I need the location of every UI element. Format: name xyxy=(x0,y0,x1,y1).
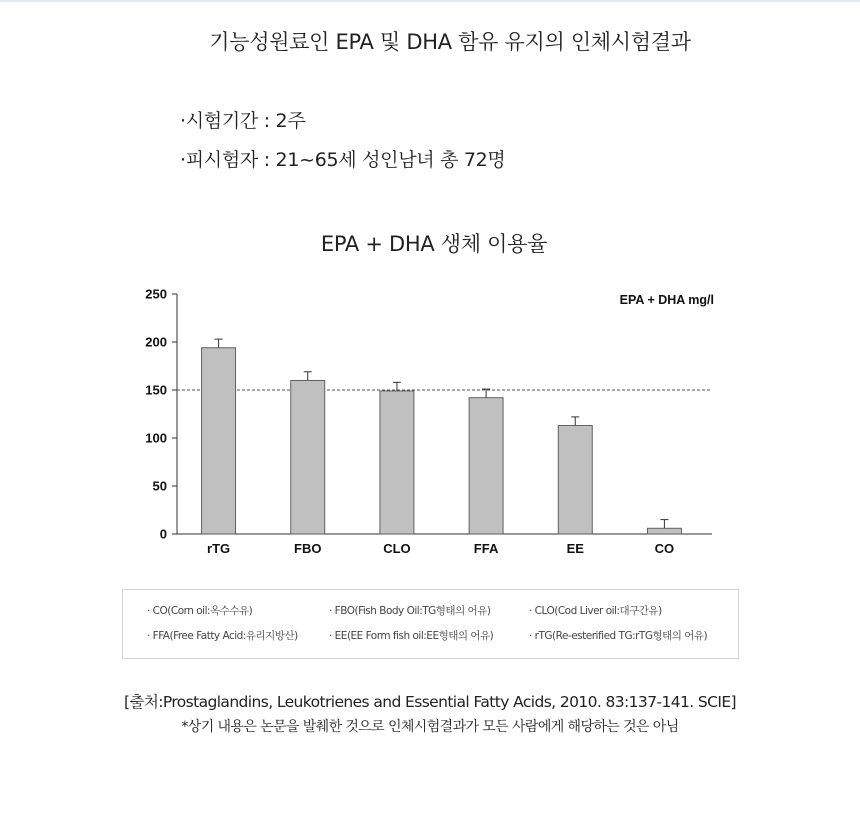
bar-co xyxy=(647,528,681,534)
y-tick-label-150: 150 xyxy=(145,382,167,398)
bar-ffa xyxy=(469,398,503,534)
legend-item-clo: · CLO(Cod Liver oil:대구간유) xyxy=(529,605,662,617)
bars-group xyxy=(202,339,682,534)
y-tick-label-250: 250 xyxy=(145,286,167,302)
x-tick-label-ee: EE xyxy=(566,541,584,556)
unit-label: EPA + DHA mg/l xyxy=(619,293,714,307)
legend-item-ee: · EE(EE Form fish oil:EE형태의 어유) xyxy=(329,630,494,642)
bar-fbo xyxy=(291,380,325,534)
y-tick-label-200: 200 xyxy=(145,334,167,350)
test-subjects: ·피시험자 : 21~65세 성인남녀 총 72명 xyxy=(180,149,506,171)
test-period: ·시험기간 : 2주 xyxy=(180,110,306,132)
chart-title: EPA + DHA 생체 이용율 xyxy=(320,232,548,256)
bar-clo xyxy=(380,391,414,534)
bar-rtg xyxy=(202,348,236,534)
legend-box xyxy=(122,589,739,659)
x-tick-label-ffa: FFA xyxy=(473,541,499,556)
x-tick-label-rtg: rTG xyxy=(207,541,231,556)
x-tick-label-co: CO xyxy=(654,541,675,556)
legend-item-ffa: · FFA(Free Fatty Acid:유리지방산) xyxy=(147,630,298,642)
source-citation: [출처:Prostaglandins, Leukotrienes and Essential Fatty Acids, 2010. 83:137-141. SCIE] xyxy=(124,693,736,711)
bar-ee xyxy=(558,426,592,534)
legend-item-rtg: · rTG(Re-esterified TG:rTG형태의 어유) xyxy=(529,630,708,642)
page-heading: 기능성원료인 EPA 및 DHA 함유 유지의 인체시험결과 xyxy=(209,30,691,54)
y-tick-label-50: 50 xyxy=(152,478,167,494)
disclaimer-note: *상기 내용은 논문을 발췌한 것으로 인체시험결과가 모든 사람에게 해당하는 것은 아님 xyxy=(181,719,679,735)
y-tick-label-0: 0 xyxy=(159,526,167,542)
legend-item-fbo: · FBO(Fish Body Oil:TG형태의 어유) xyxy=(329,605,491,617)
chart-axes xyxy=(172,294,712,534)
x-tick-label-fbo: FBO xyxy=(294,541,322,556)
x-tick-label-clo: CLO xyxy=(383,541,411,556)
y-tick-label-100: 100 xyxy=(145,430,167,446)
legend-item-co: · CO(Corn oil:옥수수유) xyxy=(147,605,253,617)
